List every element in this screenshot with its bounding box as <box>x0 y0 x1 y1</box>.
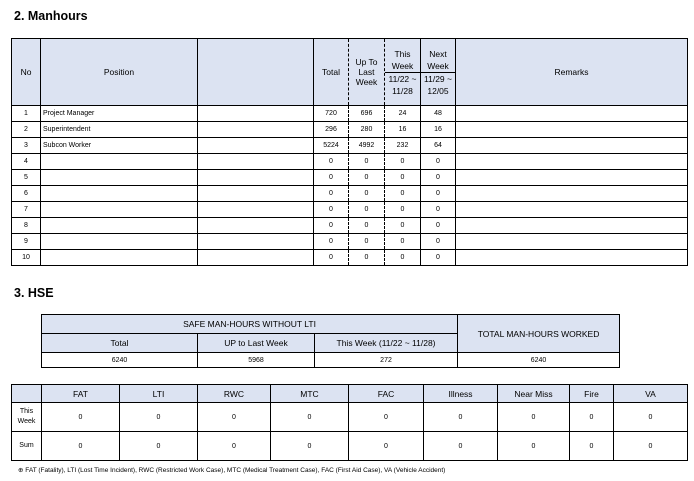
row-total: 0 <box>314 234 349 250</box>
row-next-week: 0 <box>421 154 456 170</box>
incident-value: 0 <box>570 432 614 461</box>
next-week-label: Next Week <box>421 48 455 73</box>
row-blank <box>198 218 314 234</box>
incident-header-fire: Fire <box>570 385 614 403</box>
safe-total-value: 6240 <box>42 353 198 368</box>
row-remarks <box>456 154 688 170</box>
row-up-to: 0 <box>349 218 385 234</box>
safe-manhours-header: SAFE MAN-HOURS WITHOUT LTI <box>42 315 458 334</box>
row-next-week: 0 <box>421 186 456 202</box>
incident-row-label: This Week <box>12 403 42 432</box>
row-remarks <box>456 218 688 234</box>
row-remarks <box>456 186 688 202</box>
row-blank <box>198 186 314 202</box>
row-no: 6 <box>12 186 41 202</box>
row-position <box>41 186 198 202</box>
incident-value: 0 <box>614 403 688 432</box>
row-total: 0 <box>314 154 349 170</box>
row-position: Project Manager <box>41 106 198 122</box>
table-row <box>12 138 688 154</box>
table-row <box>12 432 688 461</box>
hse-title: 3. HSE <box>14 286 54 300</box>
incident-value: 0 <box>42 403 120 432</box>
header-total: Total <box>314 39 349 106</box>
incident-value: 0 <box>120 432 198 461</box>
row-blank <box>198 202 314 218</box>
row-up-to: 0 <box>349 234 385 250</box>
row-up-to: 0 <box>349 186 385 202</box>
row-up-to: 0 <box>349 250 385 266</box>
row-total: 0 <box>314 218 349 234</box>
manhours-table <box>11 38 688 266</box>
row-up-to: 280 <box>349 122 385 138</box>
row-no: 9 <box>12 234 41 250</box>
table-row <box>12 403 688 432</box>
row-position <box>41 170 198 186</box>
row-this-week: 0 <box>385 218 421 234</box>
incident-table <box>11 384 688 461</box>
incident-value: 0 <box>42 432 120 461</box>
row-this-week: 0 <box>385 170 421 186</box>
incident-value: 0 <box>198 432 271 461</box>
incident-value: 0 <box>570 403 614 432</box>
row-total: 720 <box>314 106 349 122</box>
row-blank <box>198 106 314 122</box>
safe-this-week-header: This Week (11/22 ~ 11/28) <box>315 334 458 353</box>
row-remarks <box>456 250 688 266</box>
row-remarks <box>456 122 688 138</box>
row-blank <box>198 170 314 186</box>
incident-value: 0 <box>424 403 498 432</box>
header-blank <box>198 39 314 106</box>
row-this-week: 16 <box>385 122 421 138</box>
row-next-week: 16 <box>421 122 456 138</box>
row-this-week: 0 <box>385 234 421 250</box>
row-next-week: 64 <box>421 138 456 154</box>
incident-value: 0 <box>498 403 570 432</box>
row-total: 5224 <box>314 138 349 154</box>
total-manhours-worked-header: TOTAL MAN-HOURS WORKED <box>458 315 620 353</box>
safe-this-week-value: 272 <box>315 353 458 368</box>
row-next-week: 0 <box>421 218 456 234</box>
incident-header-rwc: RWC <box>198 385 271 403</box>
table-row <box>12 186 688 202</box>
row-total: 0 <box>314 186 349 202</box>
incident-header-illness: Illness <box>424 385 498 403</box>
row-remarks <box>456 138 688 154</box>
table-row <box>12 250 688 266</box>
row-up-to: 4992 <box>349 138 385 154</box>
incident-header-mtc: MTC <box>271 385 349 403</box>
incident-value: 0 <box>349 432 424 461</box>
header-this-week <box>385 39 421 106</box>
row-up-to: 0 <box>349 202 385 218</box>
table-row <box>12 106 688 122</box>
header-next-week <box>421 39 456 106</box>
row-total: 0 <box>314 250 349 266</box>
incident-value: 0 <box>271 432 349 461</box>
row-remarks <box>456 202 688 218</box>
row-position <box>41 250 198 266</box>
row-this-week: 0 <box>385 202 421 218</box>
row-total: 296 <box>314 122 349 138</box>
row-position: Subcon Worker <box>41 138 198 154</box>
incident-header-near-miss: Near Miss <box>498 385 570 403</box>
safe-up-to-header: UP to Last Week <box>198 334 315 353</box>
row-position <box>41 234 198 250</box>
row-position <box>41 202 198 218</box>
row-up-to: 696 <box>349 106 385 122</box>
row-total: 0 <box>314 202 349 218</box>
table-row <box>12 122 688 138</box>
row-remarks <box>456 170 688 186</box>
incident-value: 0 <box>120 403 198 432</box>
incident-value: 0 <box>498 432 570 461</box>
incident-corner-header <box>12 385 42 403</box>
row-next-week: 48 <box>421 106 456 122</box>
this-week-range: 11/22 ~ 11/28 <box>388 73 417 96</box>
row-next-week: 0 <box>421 250 456 266</box>
incident-value: 0 <box>614 432 688 461</box>
row-this-week: 0 <box>385 186 421 202</box>
header-no: No <box>12 39 41 106</box>
table-row <box>12 218 688 234</box>
row-this-week: 0 <box>385 250 421 266</box>
row-blank <box>198 122 314 138</box>
incident-header-va: VA <box>614 385 688 403</box>
row-no: 8 <box>12 218 41 234</box>
incident-header-fat: FAT <box>42 385 120 403</box>
incident-value: 0 <box>271 403 349 432</box>
incident-row-label: Sum <box>12 432 42 461</box>
legend-text: FAT (Fatality), LTI (Lost Time Incident), RWC (Restricted Work Case), MTC (Medical Treatment Case), FAC (First Aid Case), VA (Vehicle Accident) <box>25 467 446 474</box>
row-next-week: 0 <box>421 202 456 218</box>
table-row <box>12 234 688 250</box>
row-blank <box>198 234 314 250</box>
row-this-week: 24 <box>385 106 421 122</box>
this-week-label: This Week <box>385 48 420 73</box>
safe-up-to-value: 5968 <box>198 353 315 368</box>
total-worked-value: 6240 <box>458 353 620 368</box>
row-up-to: 0 <box>349 170 385 186</box>
table-row <box>12 202 688 218</box>
row-position: Superintendent <box>41 122 198 138</box>
manhours-title: 2. Manhours <box>14 9 88 23</box>
row-total: 0 <box>314 170 349 186</box>
row-no: 5 <box>12 170 41 186</box>
row-no: 2 <box>12 122 41 138</box>
row-no: 7 <box>12 202 41 218</box>
row-blank <box>198 154 314 170</box>
incident-value: 0 <box>198 403 271 432</box>
next-week-range: 11/29 ~ 12/05 <box>424 73 452 96</box>
table-row <box>12 154 688 170</box>
header-position: Position <box>41 39 198 106</box>
row-remarks <box>456 234 688 250</box>
header-remarks: Remarks <box>456 39 688 106</box>
row-no: 10 <box>12 250 41 266</box>
safe-total-header: Total <box>42 334 198 353</box>
row-blank <box>198 138 314 154</box>
row-blank <box>198 250 314 266</box>
row-remarks <box>456 106 688 122</box>
header-up-to-last-week: Up To Last Week <box>349 39 385 106</box>
row-next-week: 0 <box>421 234 456 250</box>
table-row <box>12 170 688 186</box>
plus-circle-icon: ⊕ <box>18 467 24 474</box>
row-up-to: 0 <box>349 154 385 170</box>
legend-note <box>18 466 445 474</box>
row-position <box>41 154 198 170</box>
row-this-week: 0 <box>385 154 421 170</box>
incident-value: 0 <box>349 403 424 432</box>
safe-manhours-table <box>41 314 620 368</box>
incident-header-fac: FAC <box>349 385 424 403</box>
incident-value: 0 <box>424 432 498 461</box>
incident-header-lti: LTI <box>120 385 198 403</box>
row-position <box>41 218 198 234</box>
row-no: 1 <box>12 106 41 122</box>
row-this-week: 232 <box>385 138 421 154</box>
row-next-week: 0 <box>421 170 456 186</box>
row-no: 3 <box>12 138 41 154</box>
row-no: 4 <box>12 154 41 170</box>
